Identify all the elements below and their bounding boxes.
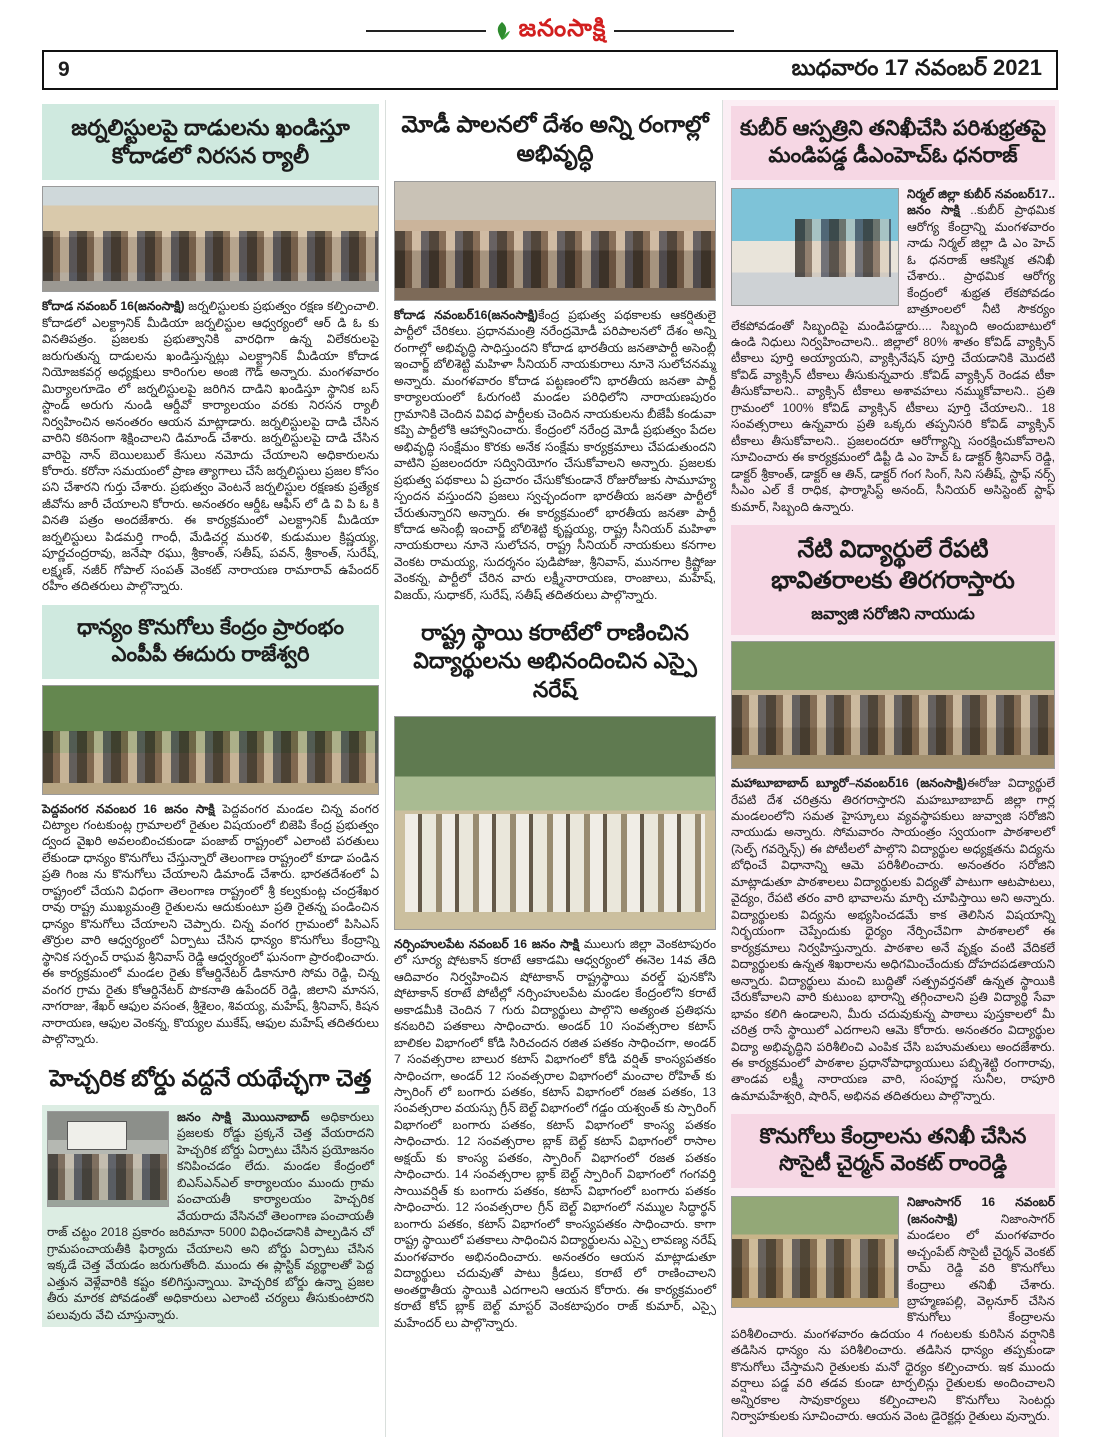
dateline: మహాబూబాబాద్ బ్యూరో–నవంబర్16 (జనంసాక్షి): [731, 776, 967, 791]
photo-paddy-field-inspection: [731, 1196, 899, 1308]
edition-date: బుధవారం 17 నవంబర్ 2021: [791, 54, 1042, 80]
body-text: నిజాంసాగర్ మండలం లో మంగళవారం అచ్చంపేట్ సొసైటీ చైర్మన్ వెంకట్ రామ్ రెడ్డి వరి కొనుగోలు కేంద్రాలు తనిఖీ చేశారు. బ్రాహ్మణపల్లి, వెల్గనూర్ చేసిన కొనుగోలు కేంద్రాలను పరిశీలించారు. మంగళవారం ఉదయం 4 గంటలకు కురిసిన వర్షానికి తడిసిన ధాన్యం ను పరిశీలించారు. తడిసిన ధాన్యం తప్పకుండా కొనుగోలు చేస్తామని రైతులకు మనో ధైర్యం కల్పించారు. ఇక ముందు వర్షాలు పడ్డ వరి తడవ కుండా టార్పలిన్లు రైతులకు అందించాలని అన్నిరకాల సావుకార్యలు కల్పించాలని కొనుగోలు సెంటర్లు నిర్వాహకులకు సూచించారు. ఆయన వెంట డైరెక్టర్లు రైతులు వున్నారు.: [731, 1211, 1055, 1424]
body-text: జర్నలిస్టులకు ప్రభుత్వం రక్షణ కల్పించాలి. కోదాడలో ఎలక్ట్రానిక్ మీడియా జర్నలిస్టుల ఆధ్వర్యంలో ఆర్ డి ఓ కు వినతిపత్రం. ప్రజలకు ప్రభుత్వానికి వారధిగా ఉన్న విలేకరులపై జరుగుతున్న దాడులను ఖండిస్తున్నట్లు ఎలక్ట్రానిక్ మీడియా కోదాడ నియోజకవర్గ అధ్యక్షులు కారింగుల అంజి గౌడ్ అన్నారు. మంగళవారం మిర్యాలగూడెం లో జర్నలిస్టులపై జరిగిన దాడిని ఖండిస్తూ స్థానిక బస్ స్టాండ్ అరుగు నుండి ఆర్డీవో కార్యాలయం వరకు నిరసన ర్యాలీ నిర్వహించిన అనంతరం ఆయన మాట్లాడారు. జర్నలిస్టులపై దాడి చేసిన వారిని కఠినంగా శిక్షించాలని డిమాండ్ చేశారు. జర్నలిస్టులపై దాడి చేసిన వారిపై నాన్ బెయిలబుల్ కేసులు నమోదు చేయాలని అధికారులను కోరారు. కరోనా సమయంలో ప్రాణ త్యాగాలు చేసే జర్నలిస్టులు ప్రజల కోసం పని చేశారని గుర్తు చేశారు. ప్రభుత్వం వెంటనే జర్నలిస్టుల రక్షణకు ప్రత్యేక జీవోను జారీ చేయాలని కోరారు. అనంతరం ఆర్డీఓ ఆఫీస్ లో డి వి పి ఓ కి వినతి పత్రం అందజేశారు. ఈ కార్యక్రమంలో ఎలక్ట్రానిక్ మీడియా జర్నలిస్టులు పిడమర్తి గాంధీ, మేడిచర్ల మురళి, కుడుముల క్రిష్ణయ్య, పూర్ణచంద్రరావు, జనేషా రఘు, శ్రీకాంత్, సతీష్, పవన్, శ్రీకాంత్, సురేష్, లక్ష్మణ్, నజీర్ గోపాల్ సంపత్ వెంకట్ నారాయణ రామారావ్ ఉపేందర్ రహీం తదితరులు పాల్గొన్నారు.: [42, 299, 379, 594]
body-text: అధికారులు ప్రజలకు రోడ్డు ప్రక్కనే చెత్త వేయరాదని హెచ్చరిక బోర్డు ఏర్పాటు చేసిన ప్రయోజనం కనిపించడం లేదు. మండల కేంద్రంలో బిఎస్ఎన్ఎల్ కార్యాలయం ముందు గ్రామ పంచాయతీ కార్యాలయం హెచ్చరిక వేయరాదు వేసినచో తెలంగాణ పంచాయతీ రాజ్ చట్టం 2018 ప్రకారం జరిమానా 5000 విధించడానికి పాల్పడిన చో గ్రామపంచాయతీకి ఫిర్యాదు చేయాలని అని బోర్డు ఏర్పాటు చేసిన ఇక్కడే చెత్త వేయడం జరుగుతోంది. ముందు ఈ ప్లాస్టిక్ వ్యర్థాలతో పెద్ద ఎత్తున వెళ్లేవారికి కష్టం కలిగిస్తున్నాయి. హెచ్చరిక బోర్డు ఉన్నా ప్రజల తీరు మారక పోవడంతో అధికారులు ఎలాంటి చర్యలు తీసుకుంటారని పలువురు వేచి చూస్తున్నారు.: [47, 1109, 375, 1322]
column-center: [385, 100, 716, 1437]
dateline: పెద్దవంగర నవంబర 16 జనం సాక్షి: [42, 801, 215, 816]
body-warning-board: [42, 1105, 379, 1327]
body-kubir-hospital: [731, 186, 1055, 515]
dateline: నిర్మల్ జిల్లా కుబీర్ నవంబర్17.. జనం సాక్షి: [907, 186, 1055, 218]
leaf-icon: [494, 21, 511, 41]
photo-garbage-heap: [47, 1111, 169, 1207]
masthead-left-rule: [366, 30, 486, 32]
page-number: 9: [58, 58, 70, 81]
body-modi-rule: [394, 307, 716, 603]
article-warning-board: [42, 1058, 379, 1328]
headline-society-chairman: కొనుగోలు కేంద్రాలను తనిఖీ చేసిన సొసైటీ చైర్మన్ వెంకట్ రాంరెడ్డి: [731, 1114, 1055, 1188]
body-society-chairman: [731, 1194, 1055, 1425]
headline-paddy-centre: ధాన్యం కొనుగోలు కేంద్రం ప్రారంభం ఎంపీపీ ఈదురు రాజేశ్వరి: [42, 605, 379, 679]
column-right: [722, 100, 1059, 1437]
header-strip: [42, 50, 1058, 90]
dateline: నిజాంసాగర్ 16 నవంబర్ (జనంసాక్షి): [907, 1195, 1055, 1226]
body-paddy-centre: [42, 801, 379, 1048]
photo-protest-rally: [42, 186, 379, 292]
photo-dmho-office: [731, 188, 899, 306]
photo-school-gathering: [731, 641, 1055, 769]
masthead-right-rule: [614, 30, 734, 32]
headline-warning-board: హెచ్చరిక బోర్డు వద్దనే యథేచ్ఛగా చెత్త: [49, 1064, 372, 1091]
body-text: ..కుబీర్ ప్రాథమిక ఆరోగ్య కేంద్రాన్ని మంగళవారం నాడు నిర్మల్ జిల్లా డి ఎం హెచ్ ఓ ధనరాజ్ ఆకస్మిక తనిఖీ చేశారు.. ప్రాథమిక ఆరోగ్య కేంద్రంలో శుభ్రత లేకపోవడం బాత్రూంలలో నీటి సౌకర్యం లేకపోవడంతో సిబ్బందిపై మండిపడ్డారు.... సిబ్బంది అందుబాటులో ఉండి నిధులు నిర్వహించాలని.. జిల్లాలో 80% శాతం కోవిడ్ వ్యాక్సిన్ టీకాలు పూర్తి అయ్యాయని, వ్యాక్సినేషన్ పూర్తి చేయడానికి మొదటి కోవిడ్ వ్యాక్సిన్ టీకాలు తీసుకున్నవారు .కోవిడ్ వ్యాక్సిన్ రెండవ టీకా తీసుకోవాలని.. వ్యాక్సిన్ టీకాలు అశావహలు నమ్ముకోవాలని.. ప్రతి గ్రామంలో 100% కోవిడ్ వ్యాక్సిన్ టీకాలు పూర్తి చేయాలని.. 18 సంవత్సరాలు ఉన్నవారు ప్రతి ఒక్కరు తప్పనిసరి కోవిడ్ వ్యాక్సిన్ టీకాలు తీసుకోవాలని.. ప్రజలందరూ ఆరోగ్యాన్ని సంరక్షించుకోవాలని సూచించారు ఈ కార్యక్రమంలో డిప్టీ డి ఎం హెచ్ ఓ డాక్టర్ శ్రీనివాస్ రెడ్డి, డాక్టర్ శ్రీకాంత్, డాక్టర్ ఆ తిన్, డాక్టర్ గంగ సింగ్, సిని సతీష్, స్టాఫ్ నర్స్ సీఎం ఎల్ కే రాధిక, ఫార్మాసిస్ట్ అనంద్, సీనియర్ అసిస్టెంట్ స్టాఫ్ కుమార్, సిబ్బంది ఉన్నారు.: [731, 203, 1055, 514]
body-journalist-rally: [42, 298, 379, 594]
dateline: కోదాడ నవంబర్ 16(జనంసాక్షి): [42, 299, 185, 314]
headline-subhead: జవ్వాజి సరోజిని నాయుడు: [811, 605, 975, 623]
article-karate-students: [394, 613, 716, 1331]
photo-karate-students: [394, 716, 716, 930]
article-journalist-rally: [42, 104, 379, 595]
dateline: నర్సింహులపేట నవంబర్ 16 జనం సాక్షి: [394, 936, 580, 951]
photo-bjp-joining: [394, 181, 716, 301]
body-text: పెద్దవంగర మండల చిన్న వంగర చిట్యాల గంటకుంట్ల గ్రామాలలో రైతుల విషయంలో బిజెపి కేంద్ర ప్రభుత్వం ద్వంద వైఖరి అవలంబించకుండా పంజాబ్ రాష్ట్రంలో ఎలాంటి పరతులు లేకుండా ధాన్యం కొనుగోలు చేస్తున్నారో తెలంగాణ రాష్ట్రంలో కూడా పండిన ప్రతి గింజ ను కొనుగోలు చేయాలని డిమాండ్ చేశారు. భారతదేశంలో ఏ రాష్ట్రంలో చేయని విధంగా తెలంగాణ రాష్ట్రంలో శ్రీ కల్వకుంట్ల చంద్రశేఖర రావు రాష్ట్ర ముఖ్యమంత్రి రైతులను ఆదుకుంటూ ప్రతి రైతన్న పండించిన ధాన్యం కొనుగోలు చేయాలని చెప్పారు. చిన్న వంగర గ్రామంలో పిసిఎస్ తొర్రుల వారి ఆధ్వర్యంలో ఏర్పాటు చేసిన ధాన్యం కొనుగోలు కేంద్రాన్ని స్థానిక సర్పంచ్ రాఘవ శ్రీనివాస్ రెడ్డి ఆధ్వర్యంలో ఘనంగా ప్రారంభించారు. ఈ కార్యక్రమంలో మండల రైతు కోఆర్డినేటర్ డికానూరి సోమ రెడ్డి, చిన్న వంగర గ్రామ రైతు కోఆర్డినేటర్ పొకనాతి ఉపేందర్ రెడ్డి, జిలాని మానస, నాగరాజు, శేఖర్ ఆఫుల వసంత, శ్రీశైలం, శివయ్య, మహేష్, శ్రీనివాస్, కిషన నారాయణ, ఆఫుల వెంకన్న, కొయ్యల ముకేష్, ఆఫుల మహేష్ తదితరులు పాల్గొన్నారు.: [42, 801, 379, 1047]
dateline: కోదాడ నవంబర్16(జనంసాక్షి): [394, 307, 539, 322]
masthead-title: జనంసాక్షి: [518, 14, 607, 42]
body-text: ములుగు జిల్లా వెంకటాపురం లో సూర్య షోటకాన్ కరాటే ఆకాడమి ఆధ్వర్యంలో ఈనెల 14వ తేది ఆదివారం నిర్వహించిన షోటాకాన్ రాష్ట్రస్థాయి వరల్డ్ ఫునకోసి షోటాకాన్ కరాటే పోటీల్లో నర్సింహులపేట మండల కేంద్రంలోని కరాటే అకాడమీకి చెందిన 7 గురు విద్యార్థులు పాల్గొని అత్యంత ప్రతిభను కనబరిచి పతకాలు సాధించారు. అండర్ 10 సంవత్సరాల కటాస్ బాలికల విభాగంలో కోడి సిరిచందన రజిత పతకం సాధించగా, అండర్ 7 సంవత్సరాల బాలుర కటాస్ విభాగంలో కోడి వర్షిత్ కాంస్యపతకం సాధించగా, అండర్ 12 సంవత్సరాల విభాగంలో మంచాల రోహిత్ కు స్పారింగ్ లో బంగారు పతకం, కటాస్ విభాగంలో రజత పతకం, 13 సంవత్సరాల వయస్సు గ్రీన్ బెల్ట్ విభాగంలో గడ్డం యశ్వంత్ కు స్పారింగ్ విభాగంలో బంగారు పతకం, కటాస్ విభాగంలో కాంస్య పతకం సాధించారు. 12 సంవత్సరాల బ్లాక్ బెల్ట్ కటాస్ విభాగంలో రాసాల అక్షయ్ కు కాంస్య పతకం, స్పారింగ్ విభాగంలో రజత పతకం సాధించారు. 14 సంవత్సరాల బ్లాక్ బెల్ట్ స్పారింగ్ విభాగంలో గంగవర్తి సాయివర్షిత్ కు బంగారు పతకం, కటాస్ విభాగంలో బంగారు పతకం సాధించారు. 12 సంవత్సరాల గ్రీన్ బెల్ట్ విభాగంలో నమ్ముల సిద్ధార్థన్ బంగారు పతకం, కటాస్ విభాగంలో కాంస్యపతకం సాధించారు. కాగా రాష్ట్ర స్థాయిలో పతకాలు సాధించిన విద్యార్థులను ఎస్పై లావణ్య నరేష్ మంగళవారం అభినందించారు. అనంతరం ఆయన మాట్లాడుతూ విద్యార్థులు చదువుతో పాటు క్రీడలు, కరాటే లో రాణించాలని అంతర్జాతీయ స్థాయికి ఎదగాలని ఆయన కోరారు. ఈ కార్యక్రమంలో కరాటే కోచ్ బ్లాక్ బెల్ట్ మాస్టర్ వెంకటాపురం రాజ్ కుమార్, ఎస్సై మహేందర్ లు పాల్గొన్నారు.: [394, 936, 716, 1330]
headline-students-future: [731, 525, 1055, 635]
body-students-future: [731, 775, 1055, 1104]
headline-kubir-hospital: కుబీర్ ఆస్పత్రిని తనిఖీచేసి పరిశుభ్రతపై మండిపడ్డ డీఎంహెచ్ఓ ధనరాజ్: [731, 106, 1055, 180]
column-left: [42, 100, 379, 1437]
dateline: జనం సాక్షి మొయినాబాద్: [177, 1109, 310, 1124]
page-content: [42, 100, 1058, 1437]
article-modi-rule: [394, 104, 716, 603]
headline-karate-students: రాష్ట్ర స్థాయి కరాటేలో రాణించిన విద్యార్థులను అభినందించిన ఎస్పై నరేష్: [413, 620, 697, 702]
article-society-chairman: [731, 1114, 1055, 1424]
headline-modi-rule: మోడీ పాలనలో దేశం అన్ని రంగాల్లో అభివృద్ధి: [401, 111, 709, 167]
body-karate-students: [394, 936, 716, 1331]
article-kubir-hospital: [731, 106, 1055, 515]
masthead: [42, 14, 1058, 48]
article-paddy-centre: [42, 605, 379, 1048]
article-students-future: [731, 525, 1055, 1104]
body-text: ఈరోజు విద్యార్థులే రేపటి దేశ చరిత్రను తిరగరాస్తారని మహబూబాబాద్ జిల్లా గార్ల మండలంలోని సమత హైస్కూలు వ్యవస్థాపకులు జువ్వాజి సరోజిని నాయుడు అన్నారు. సోమవారం సాయంత్రం స్వయంగా పాఠశాలలో (సెల్ఫ్ గవర్నెన్స్) ఈ పోటీలలో పాల్గొని విద్యార్థుల అధ్యక్షతను విద్యను బోధించే విధానాన్ని ఆమె పరిశీలించారు. అనంతరం సరోజిని మాట్లాడుతూ పాఠశాలలు విద్యార్థులకు విద్యతో పాటుగా ఆటపాటలు, వైద్యం, రేపటి తరం వారి భావాలను మార్చి చూపిస్తాయి అని అన్నారు. విద్యార్థులకు విద్యను అభ్యసించడమే కాక తెలిసిన విషయాన్ని నిర్భయంగా చెప్పేందుకు ధైర్యం నేర్పించేవిగా పాఠశాలలో ఈ కార్యక్రమాలు నిర్వహిస్తున్నారు. పాఠశాల అనే వృక్షం వంటి వేదికలే విద్యార్థులకు ఉన్నత శిఖరాలను అధిగమించేందుకు దోహదపడతాయని అన్నారు. విద్యార్థులు మంచి బుద్ధితో సత్ప్రవర్తనతో ఉన్నత స్థాయికి చేరుకోవాలని వారి కుటుంబ భారాన్ని తగ్గించాలని ప్రతి విద్యార్థి సేవా భావం కలిగి ఉండాలని, మీరు చదువుకున్న పాఠాలు పుస్తకాలలో మీ చరిత్ర రాసే స్థాయిలో ఎదగాలని ఆమె కోరారు. అనంతరం విద్యార్థుల విద్యా అభివృద్ధిని పరిశీలించి ఎంపిక చేసి బహుమతులు అందజేశారు. ఈ కార్యక్రమంలో పాఠశాల ప్రధానోపాధ్యాయులు పబ్బిశెట్టి రంగారావు, తాండవ లక్ష్మీ నారాయణ వారి, సంపూర్ణ సునీల, రాపూరి ఉమామహేశ్వరి, షారిన్, అభినవ తదితరులు పాల్గొన్నారు.: [731, 776, 1055, 1103]
photo-paddy-centre-opening: [42, 685, 379, 795]
headline-journalist-rally: జర్నలిస్టులపై దాడులను ఖండిస్తూ కోదాడలో నిరసన ర్యాలీ: [42, 104, 379, 180]
body-text: కేంద్ర ప్రభుత్వ పథకాలకు ఆకర్షితులై పార్టీలో చేరికలు. ప్రధానమంత్రి నరేంద్రమోడీ పరిపాలనలో దేశం అన్ని రంగాల్లో అభివృద్ధి సాధిస్తుందని కోదాడ భారతీయ జనతాపార్టీ అసెంబ్లీ ఇంచార్జ్ బోలిశెట్టి మహిళా సీనియర్ నాయకురాలు నూనె సులోచనమ్మ అన్నారు. మంగళవారం కోదాడ పట్టణంలోని భారతీయ జనతా పార్టీ కార్యాలయంలో ఓరుగంటి మండల పరిధిలోని నారాయణపురం గ్రామానికి చెందిన వివిధ పార్టీలకు చెందిన నాయకులను బీజేపీ కండువా కప్పి పార్టీలోకి ఆహ్వానించారు. కేంద్రంలో నరేంద్ర మోడీ ప్రభుత్వం పేదల అభివృద్ధి సంక్షేమం కొరకు అనేక సంక్షేమ కార్యక్రమాలు చేపడుతుందని వాటిని ప్రజలందరూ సద్వినియోగం చేసుకోవాలని అన్నారు. ప్రజలకు ప్రభుత్వ పథకాలు ఏ ప్రచారం చేసుకోకుండానే రోజురోజుకు సామూహ్య స్పందన వస్తుందని ప్రజలు స్వచ్ఛందంగా భారతీయ జనతా పార్టీలో చేరుతున్నారని అన్నారు. ఈ కార్యక్రమంలో భారతీయ జనతా పార్టీ కోదాడ అసెంబ్లీ ఇంచార్జ్ బోలిశెట్టి కృష్ణయ్య, రాష్ట్ర సీనియర్ మహిళా నాయకురాలు నూనె సులోచన, రాష్ట్ర సీనియర్ నాయకులు కనగాల వెంకట రామయ్య, సుదర్శనం పుడిపోజు, శ్రీనివాస్, మునగాల క్రిష్టోజు వెంకన్న, పార్టీలో చేరిన వారు లక్ష్మీనారాయణ, రాంజాలు, మహేష్, విజయ్, సుధాకర్, సురేష్, సతీష్ తదితరులు పాల్గొన్నారు.: [394, 307, 716, 602]
headline-text: నేటి విద్యార్థులే రేపటి భావితరాలకు తిరగరాస్తారు: [771, 536, 1015, 594]
page-header: [0, 14, 1100, 90]
